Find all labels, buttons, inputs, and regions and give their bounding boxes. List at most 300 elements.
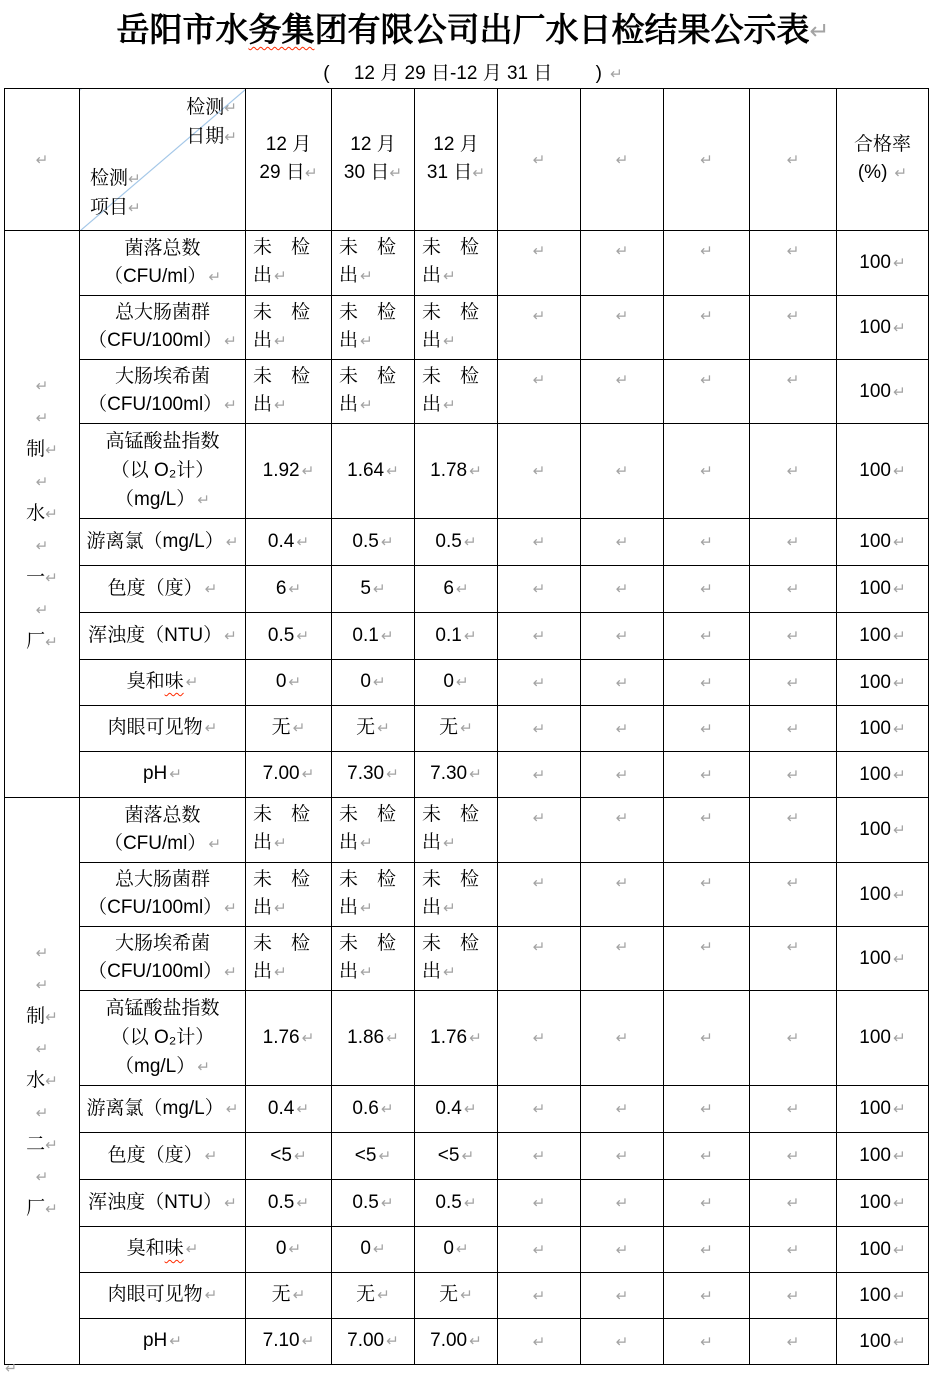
item-cell — [80, 360, 246, 424]
table-row — [5, 231, 929, 296]
value-line: 0.4 ↵ — [267, 1097, 310, 1119]
value-line: 0 ↵ — [443, 671, 469, 692]
empty-cell — [664, 231, 750, 296]
empty-cell — [664, 927, 750, 991]
pass-rate-value: 100 — [859, 1027, 891, 1048]
pass-rate-cell — [837, 706, 929, 752]
pilcrow-mark: ↵ — [169, 1333, 183, 1350]
value-cell — [246, 706, 332, 752]
value-line: 出 ↵ — [253, 394, 287, 415]
item-label-text: 菌落总数 — [124, 237, 201, 259]
diagonal-label-line: 检测↵ — [90, 168, 141, 189]
value-cell — [246, 752, 332, 798]
value-cell — [332, 660, 415, 706]
plant-label-char: 制 — [26, 1006, 46, 1027]
empty-cell — [498, 660, 581, 706]
pilcrow-mark: ↵ — [700, 372, 713, 389]
daily-test-table — [4, 88, 929, 1365]
value-cell — [415, 1133, 498, 1180]
pilcrow-mark: ↵ — [224, 333, 237, 350]
item-label-text: 色度（度） — [107, 1144, 203, 1166]
pilcrow-mark: ↵ — [700, 1148, 713, 1165]
value-line: 出 ↵ — [253, 265, 287, 286]
page-subtitle — [0, 58, 946, 85]
pilcrow-mark: ↵ — [700, 534, 713, 551]
pilcrow-mark: ↵ — [443, 835, 456, 852]
pilcrow-mark: ↵ — [532, 1148, 546, 1165]
pilcrow-mark: ↵ — [532, 674, 546, 692]
item-cell — [80, 296, 246, 360]
item-cell — [80, 1227, 246, 1273]
item-label-line — [84, 668, 241, 697]
pilcrow-mark: ↵ — [292, 720, 306, 737]
value-line: 无 ↵ — [356, 717, 390, 738]
item-label-text: 色度（度） — [107, 577, 203, 599]
value-cell — [332, 231, 415, 296]
pass-rate-cell — [837, 752, 929, 798]
empty-cell — [750, 519, 837, 566]
value-line: 出 ↵ — [422, 394, 456, 415]
pilcrow-mark: ↵ — [224, 627, 237, 645]
item-label-line — [84, 427, 241, 456]
value-line: 0.5 ↵ — [352, 530, 394, 552]
empty-cell — [581, 519, 664, 566]
pilcrow-mark: ↵ — [443, 397, 456, 414]
value-line: 0 ↵ — [275, 1238, 302, 1259]
pilcrow-mark: ↵ — [700, 151, 713, 169]
plant-label-line — [5, 1001, 79, 1033]
value-cell — [332, 1180, 415, 1227]
item-label-text: 菌落总数 — [124, 804, 201, 826]
pilcrow-mark: ↵ — [700, 674, 713, 692]
pilcrow-mark: ↵ — [615, 581, 629, 598]
pilcrow-mark: ↵ — [786, 1333, 800, 1351]
pilcrow-mark: ↵ — [380, 1100, 394, 1118]
pilcrow-mark: ↵ — [786, 939, 800, 956]
item-label-line — [84, 575, 241, 604]
empty-cell — [498, 613, 581, 660]
empty-cell — [750, 1319, 837, 1365]
item-label-line — [84, 1142, 241, 1171]
pilcrow-mark: ↵ — [293, 1147, 307, 1165]
pilcrow-mark: ↵ — [35, 1169, 49, 1186]
value-line: <5 ↵ — [270, 1144, 307, 1166]
value-line: 0 ↵ — [275, 671, 302, 692]
header-diagonal-cell — [80, 89, 246, 231]
pilcrow-mark: ↵ — [360, 964, 373, 981]
pilcrow-mark: ↵ — [386, 462, 399, 480]
empty-cell — [498, 1133, 581, 1180]
item-label-line — [84, 760, 241, 789]
pilcrow-mark: ↵ — [360, 268, 373, 285]
pilcrow-mark: ↵ — [700, 1287, 713, 1305]
value-line: 0.5 ↵ — [352, 1191, 394, 1213]
plant-label-char: 厂 — [26, 631, 46, 652]
pilcrow-mark: ↵ — [532, 1101, 546, 1118]
value-line: 未 检 — [422, 804, 480, 825]
pass-rate-cell — [837, 991, 929, 1086]
pilcrow-mark: ↵ — [292, 1287, 306, 1304]
item-label-text: 高锰酸盐指数 — [105, 998, 220, 1019]
page-title — [0, 4, 946, 51]
value-line: 1.92 ↵ — [262, 459, 315, 481]
pilcrow-mark: ↵ — [35, 538, 49, 555]
empty-cell — [750, 660, 837, 706]
item-label-text: 总大肠菌群 — [114, 302, 210, 323]
value-cell — [415, 863, 498, 927]
pilcrow-mark: ↵ — [892, 581, 906, 598]
empty-cell — [581, 1273, 664, 1319]
value-line: 出 ↵ — [253, 897, 287, 918]
pilcrow-mark: ↵ — [615, 534, 629, 551]
pilcrow-mark: ↵ — [532, 1333, 546, 1351]
empty-cell — [498, 519, 581, 566]
pilcrow-mark: ↵ — [380, 1194, 394, 1212]
pilcrow-mark: ↵ — [786, 1195, 800, 1212]
value-cell — [246, 231, 332, 296]
value-line: 0 ↵ — [360, 1238, 386, 1259]
value-cell — [332, 296, 415, 360]
item-cell — [80, 519, 246, 566]
pilcrow-mark: ↵ — [35, 602, 49, 619]
empty-cell — [581, 1319, 664, 1365]
empty-cell — [498, 863, 581, 927]
empty-cell — [581, 613, 664, 660]
value-line: 未 检 — [339, 302, 397, 323]
value-cell — [415, 231, 498, 296]
pilcrow-mark: ↵ — [892, 463, 906, 480]
pilcrow-mark: ↵ — [360, 900, 373, 917]
pass-rate-cell — [837, 1180, 929, 1227]
pilcrow-mark: ↵ — [204, 1147, 218, 1165]
pilcrow-mark: ↵ — [224, 900, 237, 917]
value-line: 出 ↵ — [253, 961, 287, 982]
empty-cell — [750, 613, 837, 660]
pass-rate-value: 100 — [859, 1145, 891, 1166]
value-cell — [415, 991, 498, 1086]
pilcrow-mark: ↵ — [532, 720, 546, 738]
pilcrow-mark: ↵ — [35, 977, 49, 994]
empty-cell — [664, 1180, 750, 1227]
pilcrow-mark: ↵ — [615, 308, 629, 325]
item-cell — [80, 613, 246, 660]
empty-cell — [498, 1180, 581, 1227]
pilcrow-mark: ↵ — [532, 628, 546, 645]
pilcrow-mark: ↵ — [700, 810, 713, 827]
pilcrow-mark: ↵ — [360, 333, 373, 350]
plant-label-line — [5, 1161, 79, 1193]
item-label-line — [84, 622, 241, 651]
header-empty-cell — [581, 89, 664, 231]
value-cell — [246, 927, 332, 991]
pilcrow-mark: ↵ — [472, 165, 486, 182]
pilcrow-mark: ↵ — [45, 1073, 58, 1090]
pilcrow-mark: ↵ — [288, 1241, 302, 1258]
pilcrow-mark: ↵ — [35, 1041, 49, 1058]
empty-cell — [664, 424, 750, 519]
value-line: 未 检 — [339, 804, 397, 825]
item-label-text: （mg/L） — [115, 489, 196, 510]
value-cell — [415, 1319, 498, 1365]
value-line: 1.78 ↵ — [430, 459, 482, 481]
pilcrow-mark: ↵ — [296, 627, 310, 645]
empty-cell — [498, 927, 581, 991]
pilcrow-mark: ↵ — [274, 268, 287, 285]
item-label-text: （CFU/100ml） — [88, 897, 223, 918]
pilcrow-mark: ↵ — [892, 1333, 906, 1351]
value-line: 出 ↵ — [422, 832, 456, 853]
item-label-line — [84, 866, 241, 894]
value-line: 未 检 — [339, 237, 397, 258]
item-cell — [80, 231, 246, 296]
pass-rate-cell — [837, 1319, 929, 1365]
value-line: 未 检 — [339, 933, 397, 954]
value-cell — [415, 1273, 498, 1319]
pilcrow-mark: ↵ — [386, 766, 399, 783]
pilcrow-mark: ↵ — [786, 534, 800, 551]
plant-label-line — [5, 937, 79, 969]
item-cell — [80, 566, 246, 613]
value-line: 未 检 — [253, 302, 311, 323]
value-line: 出 ↵ — [339, 832, 373, 853]
date-line: 12 月 — [350, 134, 396, 155]
empty-cell — [498, 752, 581, 798]
value-line: 0.6 ↵ — [352, 1097, 394, 1119]
empty-cell — [581, 991, 664, 1086]
pilcrow-mark: ↵ — [301, 1333, 315, 1350]
pilcrow-mark: ↵ — [377, 720, 390, 737]
pilcrow-mark: ↵ — [274, 835, 287, 852]
pilcrow-mark: ↵ — [615, 674, 629, 692]
empty-cell — [664, 566, 750, 613]
pilcrow-mark: ↵ — [615, 1195, 629, 1212]
empty-cell — [581, 1086, 664, 1133]
pilcrow-mark: ↵ — [128, 171, 141, 188]
item-label-line — [84, 830, 241, 859]
value-line: 无 ↵ — [356, 1284, 390, 1305]
item-label-line — [84, 1327, 241, 1356]
pilcrow-mark: ↵ — [615, 766, 629, 784]
value-line: 1.86 ↵ — [347, 1026, 399, 1048]
value-cell — [332, 424, 415, 519]
value-cell — [332, 519, 415, 566]
pilcrow-mark: ↵ — [224, 397, 237, 414]
item-label-text-spellchecked: 味 — [164, 1238, 184, 1259]
item-label-text: （CFU/100ml） — [88, 961, 223, 982]
pilcrow-mark: ↵ — [892, 950, 906, 968]
value-cell — [246, 798, 332, 863]
empty-cell — [664, 863, 750, 927]
value-line: 0 ↵ — [443, 1238, 469, 1259]
item-label-line — [84, 1281, 241, 1310]
plant-label-line — [5, 1065, 79, 1097]
empty-cell — [498, 1319, 581, 1365]
value-line: 0.1 ↵ — [352, 624, 394, 646]
pilcrow-mark: ↵ — [296, 1100, 310, 1118]
value-line: 0 ↵ — [360, 671, 386, 692]
value-cell — [246, 863, 332, 927]
value-cell — [332, 927, 415, 991]
item-label-text-spellchecked: 味 — [164, 671, 184, 692]
value-cell — [246, 1180, 332, 1227]
pilcrow-mark: ↵ — [380, 533, 394, 551]
empty-cell — [664, 706, 750, 752]
diagonal-label-date — [186, 94, 237, 152]
item-label-text: 大肠埃希菌 — [114, 933, 210, 954]
pilcrow-mark: ↵ — [532, 534, 546, 551]
pilcrow-mark: ↵ — [443, 333, 456, 350]
pilcrow-mark: ↵ — [786, 1101, 800, 1118]
pilcrow-mark: ↵ — [45, 1009, 58, 1026]
pilcrow-mark: ↵ — [786, 372, 800, 389]
pilcrow-mark: ↵ — [615, 720, 629, 738]
plant-label-line — [5, 594, 79, 626]
value-line: 未 检 — [253, 869, 311, 890]
pilcrow-mark: ↵ — [185, 674, 199, 691]
pilcrow-mark: ↵ — [532, 1287, 546, 1305]
pilcrow-mark: ↵ — [460, 1287, 473, 1304]
pilcrow-mark: ↵ — [224, 964, 237, 981]
daily-test-table-body — [5, 89, 929, 1365]
empty-cell — [498, 296, 581, 360]
pilcrow-mark: ↵ — [892, 383, 906, 401]
item-label-line — [84, 528, 241, 557]
value-line: 6 ↵ — [275, 577, 302, 599]
item-label-text: 游离氯（mg/L） — [86, 530, 224, 552]
empty-cell — [664, 798, 750, 863]
pass-rate-value: 100 — [859, 763, 891, 785]
value-cell — [246, 1319, 332, 1365]
table-row — [5, 360, 929, 424]
empty-cell — [664, 360, 750, 424]
empty-cell — [498, 991, 581, 1086]
pilcrow-mark: ↵ — [35, 474, 49, 491]
item-label-line — [84, 994, 241, 1023]
value-cell — [246, 360, 332, 424]
pilcrow-mark: ↵ — [469, 1333, 482, 1350]
pilcrow-mark: ↵ — [892, 822, 906, 839]
item-label-text: 臭和 — [126, 671, 165, 692]
pass-rate-cell — [837, 927, 929, 991]
value-line: 无 ↵ — [439, 1284, 473, 1305]
value-line: 未 检 — [339, 366, 397, 387]
pilcrow-mark: ↵ — [892, 255, 906, 272]
value-cell — [332, 1227, 415, 1273]
value-cell — [415, 752, 498, 798]
empty-cell — [750, 360, 837, 424]
plant-label-char: 一 — [26, 567, 46, 588]
value-line: 0.5 ↵ — [267, 1191, 310, 1213]
item-cell — [80, 863, 246, 927]
pilcrow-mark: ↵ — [615, 243, 629, 260]
pilcrow-mark: ↵ — [45, 570, 58, 587]
item-cell — [80, 991, 246, 1086]
pilcrow-mark: ↵ — [892, 1101, 906, 1118]
plant-label-line — [5, 530, 79, 562]
value-line: 出 ↵ — [339, 265, 373, 286]
pilcrow-mark: ↵ — [700, 720, 713, 738]
pilcrow-mark: ↵ — [786, 628, 800, 645]
pilcrow-mark: ↵ — [615, 875, 629, 892]
pass-rate-value: 100 — [859, 625, 891, 646]
value-line: 7.00 ↵ — [262, 763, 315, 784]
value-line: 出 ↵ — [339, 330, 373, 351]
table-row — [5, 1086, 929, 1133]
header-date-cell — [246, 89, 332, 231]
item-label-line — [84, 894, 241, 923]
item-cell — [80, 1273, 246, 1319]
value-line: 5 ↵ — [360, 577, 386, 599]
item-cell — [80, 1180, 246, 1227]
value-line: 出 ↵ — [422, 897, 456, 918]
empty-cell — [750, 706, 837, 752]
pilcrow-mark: ↵ — [615, 1241, 629, 1259]
pilcrow-mark: ↵ — [892, 319, 906, 337]
value-line: 未 检 — [253, 933, 311, 954]
diagonal-label-line: 项目↵ — [90, 197, 141, 218]
empty-cell — [750, 927, 837, 991]
pass-rate-value: 100 — [859, 819, 891, 840]
pilcrow-mark: ↵ — [288, 674, 302, 691]
rate-header-line: 合格率 — [853, 134, 911, 155]
header-date-cell — [332, 89, 415, 231]
table-row — [5, 752, 929, 798]
value-line: 7.30 ↵ — [430, 763, 482, 784]
pilcrow-mark: ↵ — [892, 1241, 906, 1259]
empty-cell — [581, 1133, 664, 1180]
pilcrow-mark: ↵ — [197, 492, 210, 509]
pilcrow-mark: ↵ — [224, 1194, 237, 1212]
value-cell — [332, 360, 415, 424]
value-line: 0.4 ↵ — [435, 1097, 477, 1119]
pilcrow-mark: ↵ — [532, 1195, 546, 1212]
item-label-line — [84, 1052, 241, 1082]
item-label-line — [84, 714, 241, 743]
pass-rate-cell — [837, 519, 929, 566]
pilcrow-mark: ↵ — [615, 1148, 629, 1165]
plant-label-char: 二 — [26, 1134, 46, 1155]
item-label-text: （CFU/100ml） — [88, 394, 223, 415]
value-cell — [246, 991, 332, 1086]
table-row — [5, 927, 929, 991]
pilcrow-mark: ↵ — [45, 1137, 58, 1154]
value-line: 0.1 ↵ — [435, 624, 477, 646]
table-row — [5, 1133, 929, 1180]
pilcrow-mark: ↵ — [532, 243, 546, 260]
pilcrow-mark: ↵ — [532, 939, 546, 956]
value-line: 7.00 ↵ — [347, 1330, 399, 1351]
value-cell — [415, 927, 498, 991]
pilcrow-mark: ↵ — [288, 580, 302, 598]
pilcrow-mark: ↵ — [786, 151, 800, 169]
pilcrow-mark: ↵ — [224, 129, 237, 146]
pilcrow-mark: ↵ — [786, 1241, 800, 1259]
table-row — [5, 706, 929, 752]
pilcrow-mark: ↵ — [615, 628, 629, 645]
pilcrow-mark: ↵ — [301, 1029, 315, 1047]
plant-label-char: 水 — [26, 503, 46, 524]
pilcrow-mark: ↵ — [225, 1100, 239, 1118]
item-cell — [80, 1086, 246, 1133]
pilcrow-mark: ↵ — [204, 1287, 218, 1304]
pilcrow-mark: ↵ — [274, 333, 287, 350]
pilcrow-mark: ↵ — [892, 720, 906, 738]
value-line: <5 ↵ — [437, 1144, 475, 1166]
value-line: 7.00 ↵ — [430, 1330, 482, 1351]
pass-rate-cell — [837, 1273, 929, 1319]
value-cell — [332, 613, 415, 660]
pilcrow-mark: ↵ — [532, 308, 546, 325]
